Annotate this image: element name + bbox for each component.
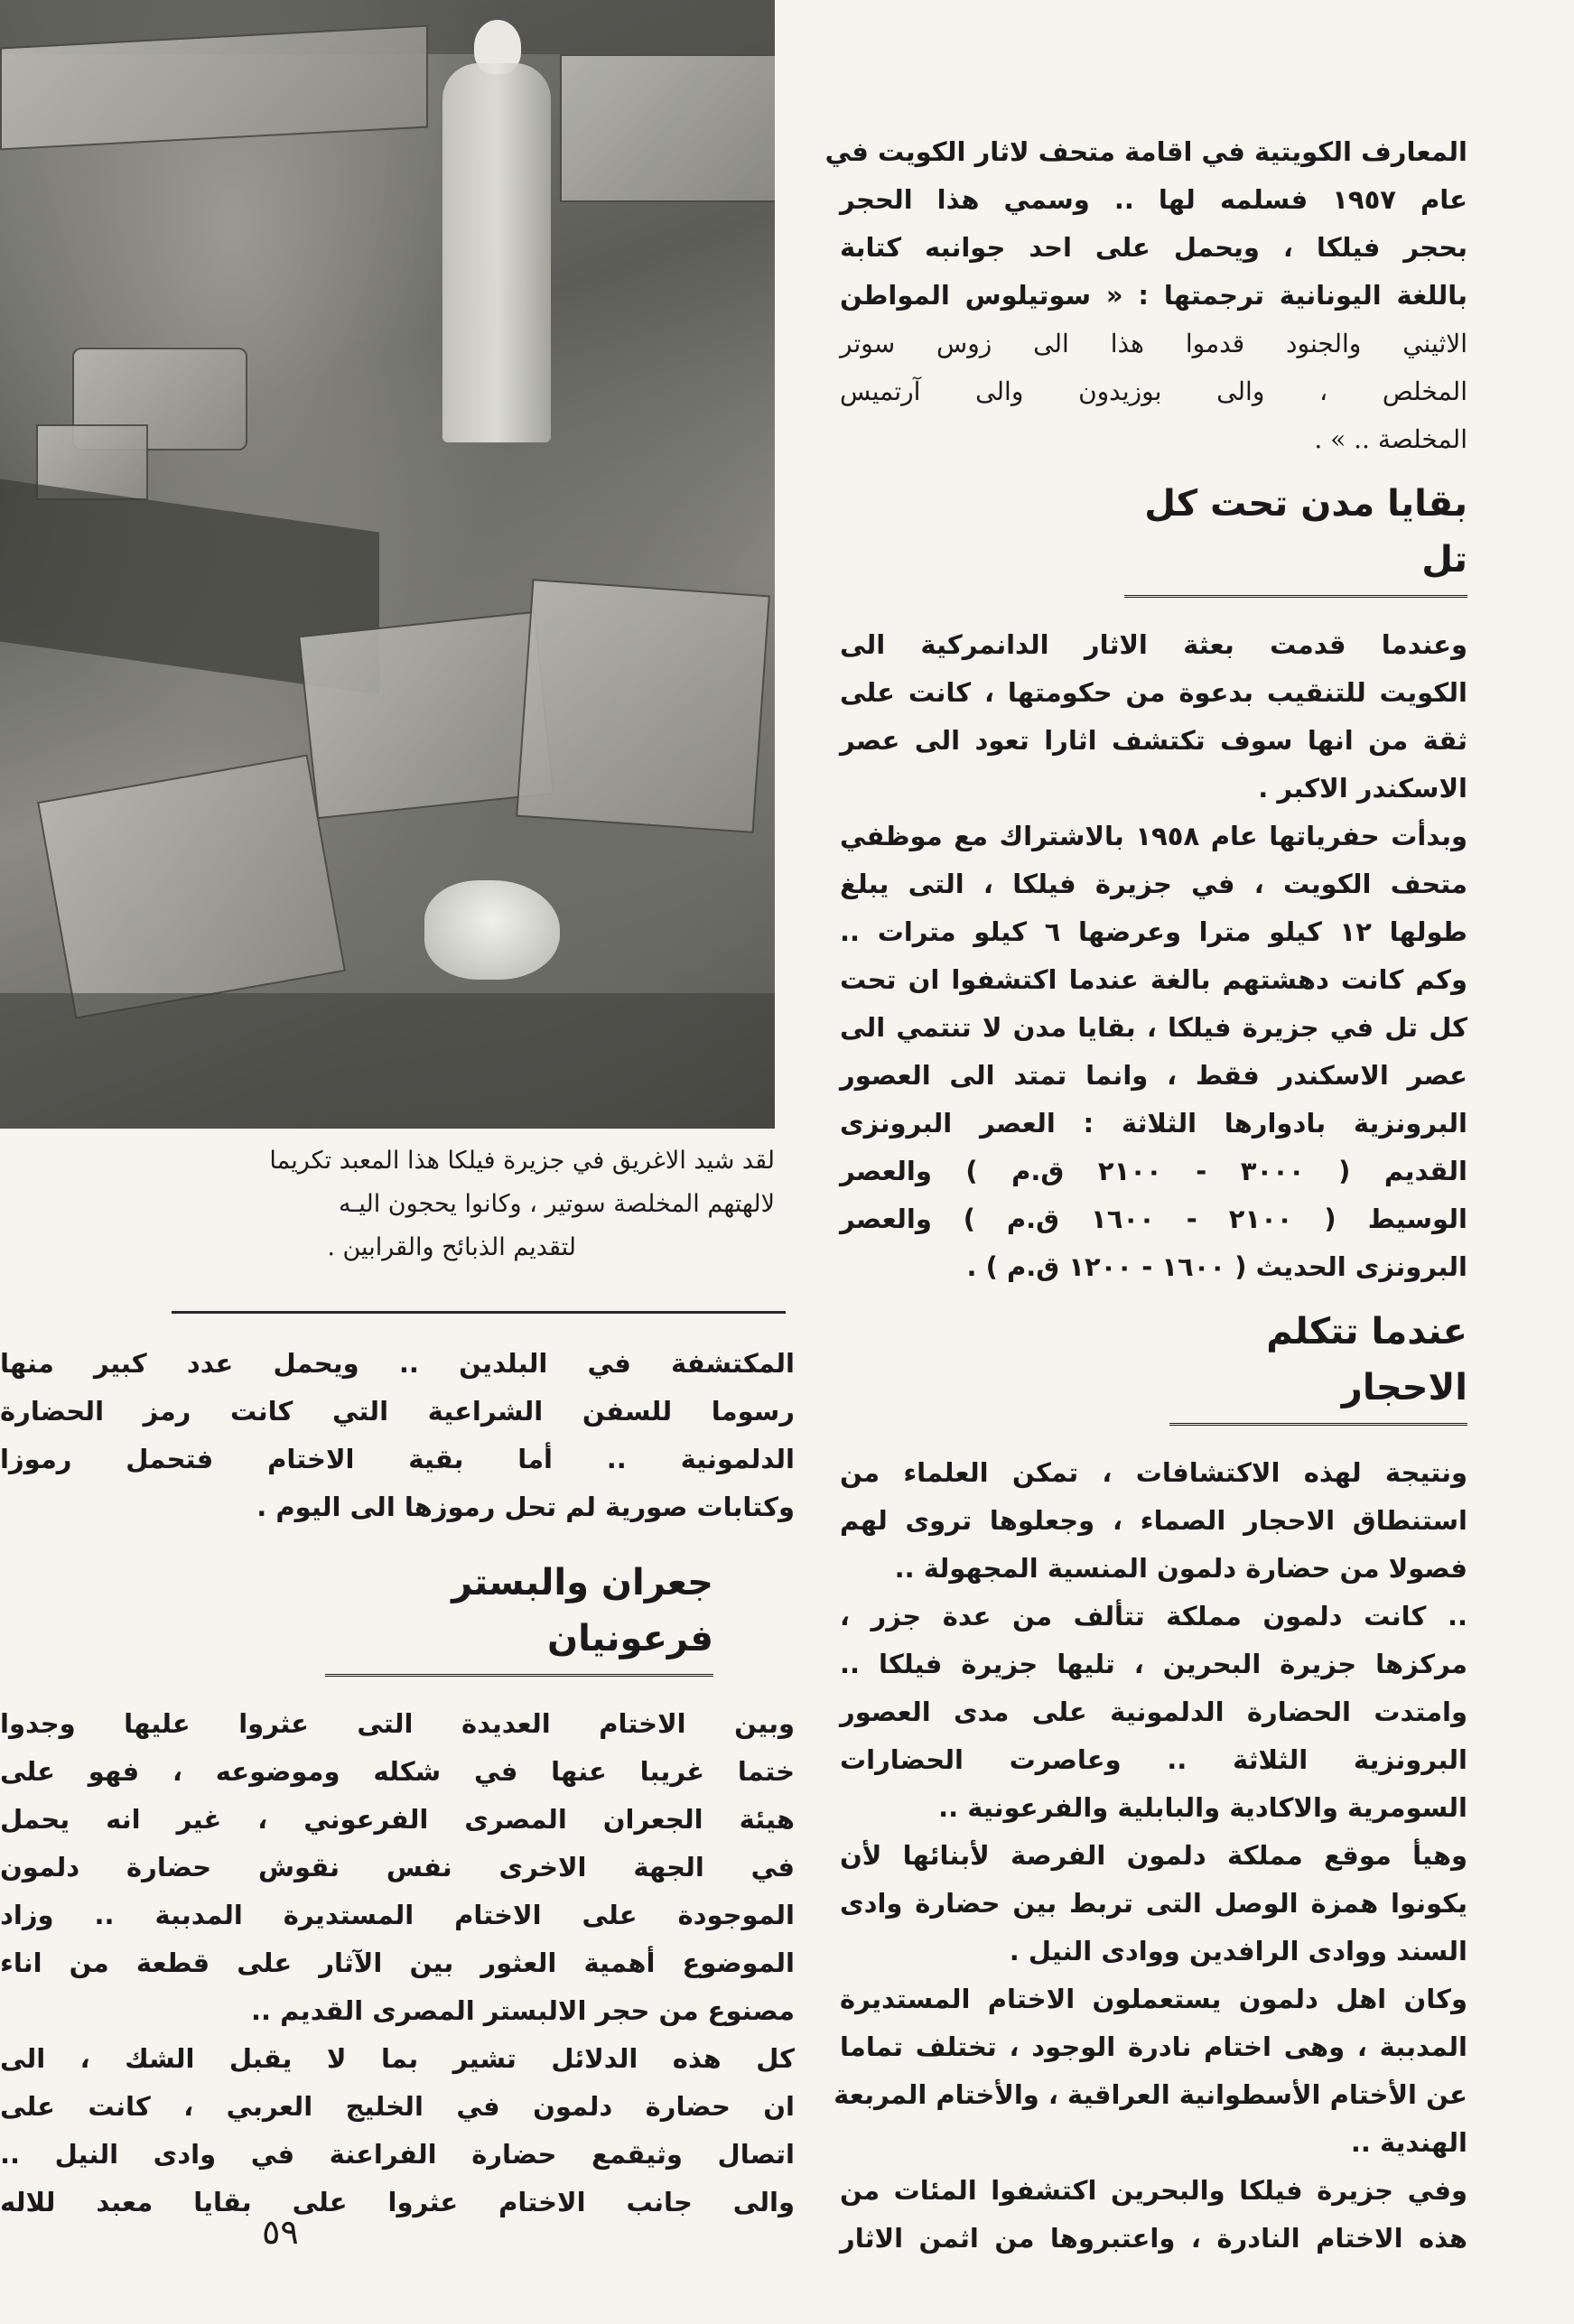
text-line: البرونزى الحديث ( ١٦٠٠ - ١٢٠٠ ق.م ) .	[966, 1251, 1467, 1282]
text-line: القديم ( ٣٠٠٠ - ٢١٠٠ ق.م ) والعصر	[840, 1156, 1467, 1186]
text-line: وعندما قدمت بعثة الاثار الدانمركية الى	[840, 629, 1467, 660]
caption-line: لقد شيد الاغريق في جزيرة فيلكا هذا المعبد تكريما	[269, 1147, 775, 1175]
text-line: مصنوع من حجر الالبستر المصرى القديم ..	[250, 1995, 795, 2026]
text-line: باللغة اليونانية ترجمتها : « سوتيلوس المواطن	[840, 280, 1467, 311]
photo-stone-block	[560, 54, 775, 202]
text-line: الكويت للتنقيب بدعوة من حكومتها ، كانت على	[840, 677, 1467, 708]
text-line: طولها ١٢ كيلو مترا وعرضها ٦ كيلو مترات ..	[840, 916, 1467, 947]
text-line: وكم كانت دهشتهم بالغة عندما اكتشفوا ان تحت	[840, 964, 1467, 995]
photo-cloth	[424, 880, 560, 980]
left-column	[0, 1340, 795, 2226]
text-line: وكتابات صورية لم تحل رموزها الى اليوم .	[256, 1492, 795, 1522]
text-line: وامتدت الحضارة الدلمونية على مدى العصور	[840, 1697, 1467, 1727]
photo-person	[442, 63, 551, 442]
text-line: الوسيط ( ٢١٠٠ - ١٦٠٠ ق.م ) والعصر	[840, 1204, 1467, 1234]
photo-shadow	[0, 993, 775, 1129]
text-line: هيئة الجعران المصرى الفرعوني ، غير انه يحمل	[0, 1804, 795, 1835]
text-line: وهيأ موقع مملكة دلمون الفرصة لأبنائها لأن	[840, 1840, 1467, 1871]
text-line: فصولا من حضارة دلمون المنسية المجهولة ..	[894, 1553, 1467, 1584]
text-line: يكونوا همزة الوصل التى تربط بين حضارة وادى	[840, 1888, 1467, 1919]
section-heading: عندما تتكلم الاحجار	[1266, 1311, 1467, 1408]
right-column	[824, 128, 1467, 2263]
text-line: الاسكندر الاكبر .	[1258, 773, 1467, 804]
text-line: عن الأختام الأسطوانية العراقية ، والأختام المربعة	[834, 2079, 1467, 2110]
text-line: الموضوع أهمية العثور بين الآثار على قطعة من اناء	[0, 1948, 795, 1978]
text-line: اتصال وثيقمع حضارة الفراعنة في وادى النيل ..	[0, 2139, 795, 2170]
text-line: السومرية والاكادية والبابلية والفرعونية ..	[938, 1792, 1467, 1823]
section-heading: بقايا مدن تحت كل تل	[1144, 483, 1467, 581]
text-line: ختما غريبا عنها في شكله وموضوعه ، فهو على	[0, 1756, 795, 1787]
caption-line: لتقديم الذبائح والقرابين .	[327, 1233, 576, 1261]
text-line: كل هذه الدلائل تشير بما لا يقبل الشك ، الى	[0, 2043, 795, 2074]
text-line: الدلمونية .. أما بقية الاختام فتحمل رموزا	[0, 1444, 795, 1474]
photo-stone-block	[0, 25, 428, 151]
photo-stone-block	[37, 754, 346, 1018]
text-line: هذه الاختام النادرة ، واعتبروها من اثمن الاثار	[840, 2223, 1467, 2254]
text-line: .. كانت دلمون مملكة تتألف من عدة جزر ،	[840, 1601, 1467, 1631]
text-line: رسوما للسفن الشراعية التي كانت رمز الحضارة	[0, 1396, 795, 1427]
text-line: وبين الاختام العديدة التى عثروا عليها وجدوا	[0, 1708, 795, 1739]
text-line: المكتشفة في البلدين .. ويحمل عدد كبير منها	[0, 1348, 795, 1379]
text-line: وفي جزيرة فيلكا والبحرين اكتشفوا المئات من	[840, 2175, 1467, 2206]
text-line: ونتيجة لهذه الاكتشافات ، تمكن العلماء من	[840, 1457, 1467, 1488]
photo-caption	[0, 1139, 775, 1269]
caption-divider	[172, 1311, 786, 1314]
heading-underline	[1169, 1416, 1467, 1426]
text-line: وبدأت حفرياتها عام ١٩٥٨ بالاشتراك مع موظفي	[840, 821, 1467, 851]
heading-underline	[325, 1667, 713, 1677]
text-line: المخلص ، والى بوزيدون والى آرتميس	[840, 376, 1467, 406]
text-line: الهندية ..	[1350, 2127, 1467, 2158]
text-line: البرونزية بادوارها الثلاثة : العصر البرونزى	[840, 1108, 1467, 1139]
text-line: عصر الاسكندر فقط ، وانما تمتد الى العصور	[840, 1060, 1467, 1091]
photo-stone-block	[516, 579, 770, 833]
text-line: استنطاق الاحجار الصماء ، وجعلوها تروى لهم	[840, 1505, 1467, 1536]
text-line: المدببة ، وهى اختام نادرة الوجود ، تختلف تماما	[840, 2031, 1467, 2062]
heading-underline	[1124, 588, 1467, 598]
text-line: المعارف الكويتية في اقامة متحف لاثار الكويت في	[824, 136, 1467, 167]
section-heading: جعران والبستر فرعونيان	[452, 1562, 713, 1659]
photo-stone-block	[298, 611, 554, 819]
text-line: في الجهة الاخرى نفس نقوش حضارة دلمون	[0, 1852, 795, 1882]
text-line: بحجر فيلكا ، ويحمل على احد جوانبه كتابة	[840, 232, 1467, 263]
text-line: وكان اهل دلمون يستعملون الاختام المستديرة	[840, 1984, 1467, 2014]
section-heading-block	[1124, 476, 1467, 598]
text-line: الموجودة على الاختام المستديرة المدببة .. وزاد	[0, 1900, 795, 1930]
page-number: ٥٩	[262, 2212, 299, 2252]
text-line: البرونزية الثلاثة .. وعاصرت الحضارات	[840, 1744, 1467, 1775]
text-line: المخلصة .. » .	[1314, 424, 1467, 454]
text-line: ثقة من انها سوف تكتشف اثارا تعود الى عصر	[840, 725, 1467, 756]
section-heading-block	[325, 1555, 713, 1677]
section-heading-block	[1169, 1304, 1467, 1426]
text-line: ان حضارة دلمون في الخليج العربي ، كانت على	[0, 2091, 795, 2122]
text-line: الاثيني والجنود قدموا هذا الى زوس سوتر	[840, 329, 1467, 358]
caption-line: لالهتهم المخلصة سوتير ، وكانوا يحجون اليـه	[338, 1190, 775, 1218]
excavation-photo	[0, 0, 775, 1129]
text-line: متحف الكويت ، في جزيرة فيلكا ، التى يبلغ	[840, 869, 1467, 899]
text-line: والى جانب الاختام عثروا على بقايا معبد للاله	[0, 2187, 795, 2217]
text-line: مركزها جزيرة البحرين ، تليها جزيرة فيلكا ..	[840, 1649, 1467, 1679]
text-line: كل تل في جزيرة فيلكا ، بقايا مدن لا تنتمي الى	[840, 1012, 1467, 1043]
text-line: السند ووادى الرافدين ووادى النيل .	[1009, 1936, 1467, 1966]
text-line: عام ١٩٥٧ فسلمه لها .. وسمي هذا الحجر	[840, 184, 1467, 215]
